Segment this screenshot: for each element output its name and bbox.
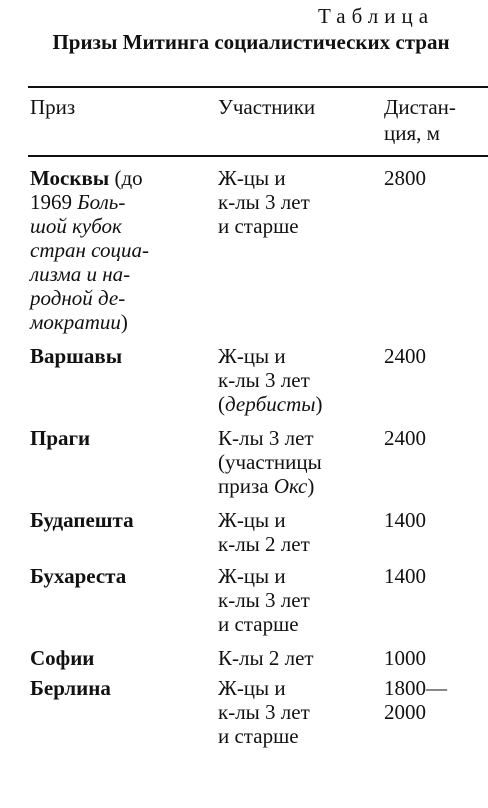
prize-name: Москвы: [30, 166, 110, 190]
distance-cell: 1400: [384, 564, 426, 588]
distance-cell: 1400: [384, 508, 426, 532]
top-rule: [28, 86, 488, 88]
distance-cell: [384, 676, 484, 724]
prize-cell: Берлина: [30, 676, 111, 700]
participants-cell: [218, 166, 380, 238]
prize-cell: Будапешта: [30, 508, 134, 532]
prize-cell: Бухареста: [30, 564, 127, 588]
header-distance-line2: ция, м: [384, 121, 440, 145]
header-distance-line1: Дистан-: [384, 95, 456, 119]
participants-text: К-лы 3 лет (участницы приза Окс): [218, 426, 322, 498]
table-label: Таблица: [318, 4, 435, 28]
prize-cell: Праги: [30, 426, 91, 450]
header-prize: Приз: [30, 95, 76, 119]
participants-cell: [218, 564, 380, 636]
prize-cell: [30, 166, 210, 334]
distance-cell: 2800: [384, 166, 426, 190]
participants-text: Ж-цы и к-лы 3 лет и старше: [218, 166, 310, 238]
distance-line1: 1800—: [384, 676, 447, 700]
prize-cell: Варшавы: [30, 344, 123, 368]
distance-cell: 2400: [384, 344, 426, 368]
prize-cell: Софии: [30, 646, 95, 670]
distance-line2: 2000: [384, 700, 426, 724]
participants-text: Ж-цы и к-лы 3 лет (дербисты): [218, 344, 323, 416]
participants-text: Ж-цы и к-лы 2 лет: [218, 508, 310, 556]
participants-text: Ж-цы и к-лы 3 лет и старше: [218, 676, 310, 748]
participants-cell: [218, 426, 380, 498]
table-title: Призы Митинга социалистических стран: [52, 30, 450, 54]
participants-cell: К-лы 2 лет: [218, 646, 314, 670]
participants-cell: [218, 676, 380, 748]
distance-cell: 2400: [384, 426, 426, 450]
participants-cell: [218, 508, 380, 556]
header-distance: [384, 94, 456, 146]
participants-cell: [218, 344, 380, 416]
prize-note: (до 1969 Боль- шой кубок стран социа- лизма и на- родной де- мократии): [30, 166, 149, 334]
header-participants: Участники: [218, 95, 316, 119]
distance-cell: 1000: [384, 646, 426, 670]
participants-text: Ж-цы и к-лы 3 лет и старше: [218, 564, 310, 636]
header-rule: [28, 155, 488, 157]
